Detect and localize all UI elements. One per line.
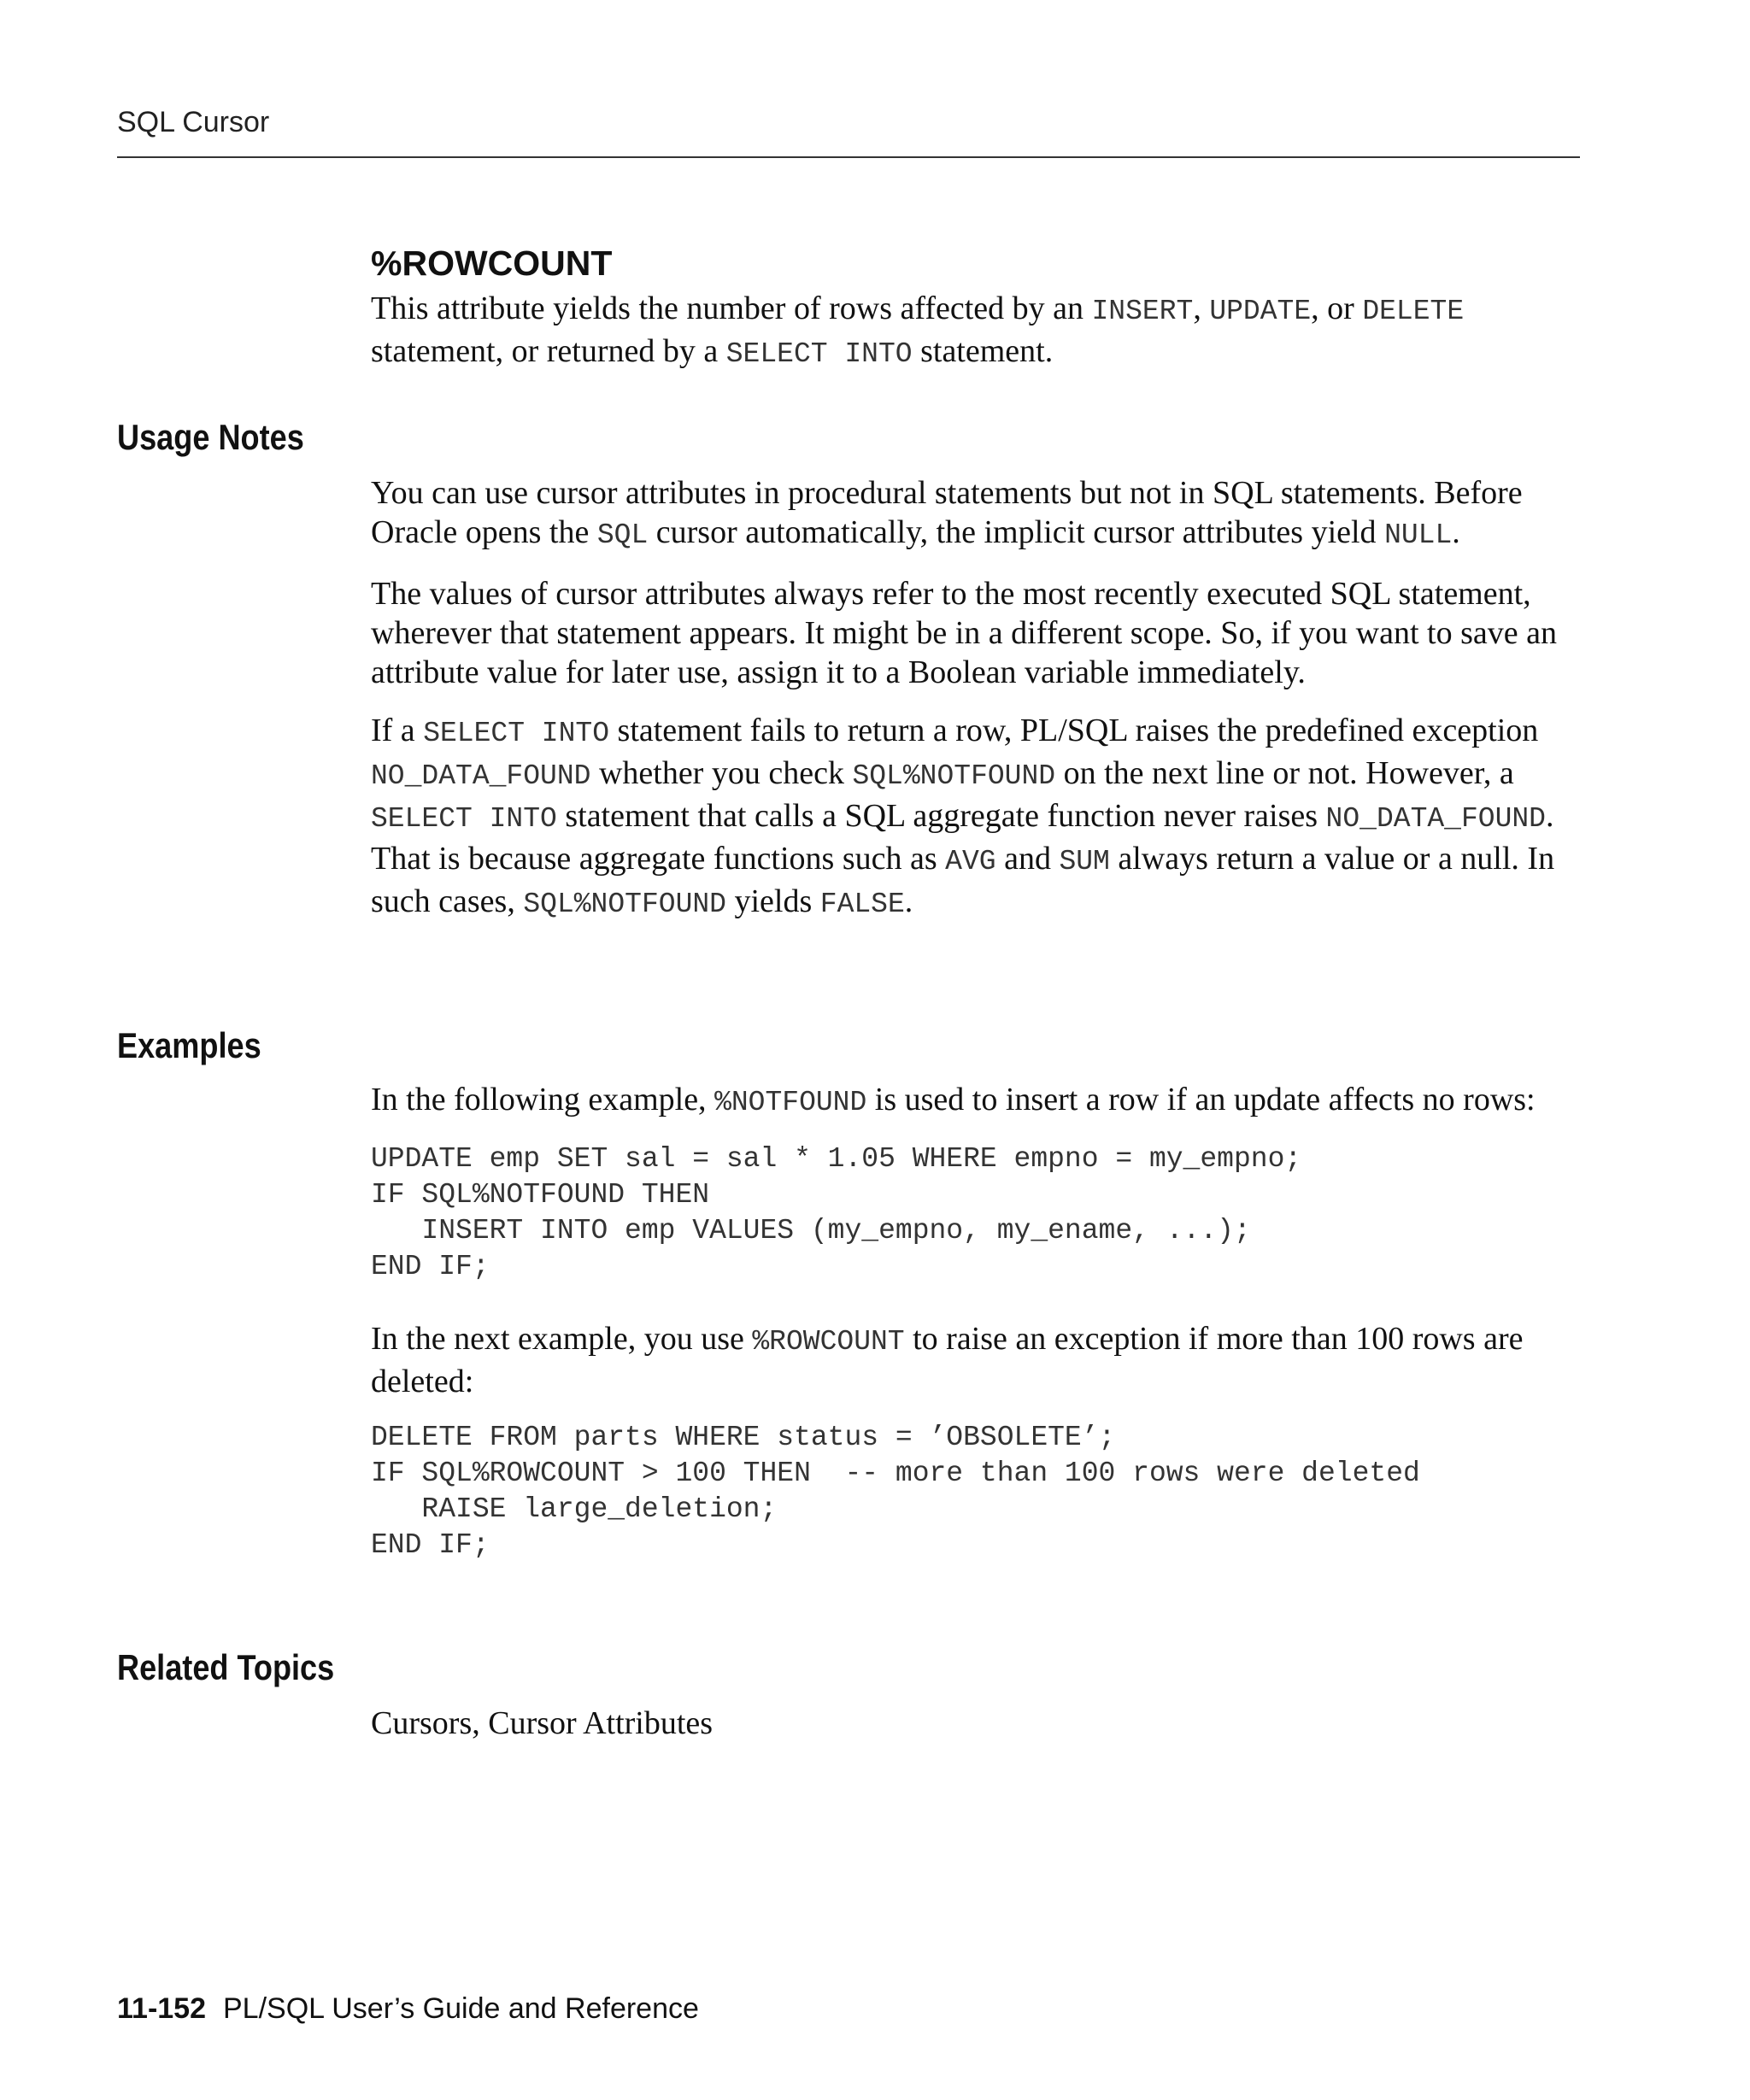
code-sum: SUM — [1059, 846, 1110, 877]
related-topics-list — [371, 1704, 1576, 1743]
book-title: PL/SQL User’s Guide and Reference — [223, 1992, 699, 2025]
text-run: is used to insert a row if an update affects no rows: — [866, 1082, 1536, 1117]
code-example-2: DELETE FROM parts WHERE status = ’OBSOLETE’; IF SQL%ROWCOUNT > 100 THEN -- more than 100 rows were deleted RAISE large_deletion; END IF; — [371, 1422, 1420, 1561]
text-run: yields — [725, 883, 820, 919]
text-run: whether you check — [590, 755, 853, 791]
text-run: In the following example, — [371, 1082, 715, 1117]
text-run: , — [1193, 290, 1210, 326]
text-run: . That is because aggregate functions such as — [371, 798, 1554, 877]
text-run: statement. — [912, 333, 1054, 369]
text-run: cursor automatically, the implicit cursor attributes yield — [648, 514, 1385, 550]
related-link-cursors[interactable]: Cursors — [371, 1705, 473, 1741]
rowcount-section — [371, 243, 1576, 393]
page-number: 11-152 — [117, 1992, 206, 2025]
examples-heading: Examples — [117, 1025, 261, 1065]
usage-paragraph-2: The values of cursor attributes always refer to the most recently executed SQL statement, wherever that statement appears. It might be in a different scope. So, if you want to save an attribute value for later use, assign it to a Boolean variable immediately. — [371, 576, 1557, 690]
code-sql-notfound: SQL%NOTFOUND — [852, 760, 1056, 792]
text-run: statement that calls a SQL aggregate function never raises — [556, 798, 1326, 834]
related-topics-section — [371, 1704, 1576, 1762]
text-run: always return a value or a null. In such cases, — [371, 841, 1555, 919]
code-update: UPDATE — [1209, 296, 1312, 327]
code-select-into: SELECT INTO — [423, 718, 610, 749]
examples-section — [371, 1080, 1576, 1563]
text-run: and — [995, 841, 1060, 877]
usage-notes-section — [371, 473, 1576, 943]
text-run: . — [904, 883, 913, 919]
rowcount-heading: %ROWCOUNT — [371, 243, 613, 283]
header-rule — [117, 156, 1580, 158]
text-run: You can use cursor attributes in procedural statements but not in SQL statements. Before Oracle opens the — [371, 475, 1523, 550]
code-no-data-found: NO_DATA_FOUND — [1325, 803, 1546, 835]
code-avg: AVG — [945, 846, 996, 877]
example-intro-2 — [371, 1319, 1576, 1401]
code-example-1: UPDATE emp SET sal = sal * 1.05 WHERE empno = my_empno; IF SQL%NOTFOUND THEN INSERT INTO emp VALUES (my_empno, my_ename, ...); END IF; — [371, 1143, 1302, 1282]
rowcount-description — [371, 289, 1576, 374]
text-run: In the next example, you use — [371, 1321, 753, 1357]
code-rowcount: %ROWCOUNT — [752, 1326, 905, 1358]
code-sql-notfound: SQL%NOTFOUND — [523, 889, 726, 920]
code-sql: SQL — [596, 519, 649, 551]
text-run: statement, or returned by a — [371, 333, 726, 369]
code-select-into: SELECT INTO — [725, 338, 913, 370]
code-notfound: %NOTFOUND — [714, 1087, 867, 1118]
text-run: , or — [1311, 290, 1363, 326]
text-run: to raise an exception if more than 100 rows are deleted: — [371, 1321, 1524, 1399]
code-false: FALSE — [819, 889, 905, 920]
code-null: NULL — [1384, 519, 1453, 551]
code-select-into: SELECT INTO — [371, 803, 557, 835]
related-topics-heading: Related Topics — [117, 1647, 335, 1687]
text-run: This attribute yields the number of rows affected by an — [371, 290, 1092, 326]
text-run: statement fails to return a row, PL/SQL raises the predefined exception — [609, 713, 1539, 748]
page-footer — [117, 1992, 699, 2026]
related-separator: , — [472, 1705, 489, 1741]
related-link-cursor-attributes[interactable]: Cursor Attributes — [488, 1705, 714, 1741]
code-delete: DELETE — [1362, 296, 1465, 327]
example-intro-1 — [371, 1080, 1576, 1123]
code-no-data-found: NO_DATA_FOUND — [371, 760, 591, 792]
text-run: If a — [371, 713, 424, 748]
text-run: on the next line or not. However, a — [1055, 755, 1514, 791]
usage-notes-heading: Usage Notes — [117, 417, 304, 457]
usage-paragraph-1 — [371, 473, 1576, 555]
code-insert: INSERT — [1091, 296, 1194, 327]
text-run: . — [1452, 514, 1460, 550]
running-header: SQL Cursor — [117, 106, 270, 138]
usage-paragraph-3 — [371, 711, 1576, 924]
